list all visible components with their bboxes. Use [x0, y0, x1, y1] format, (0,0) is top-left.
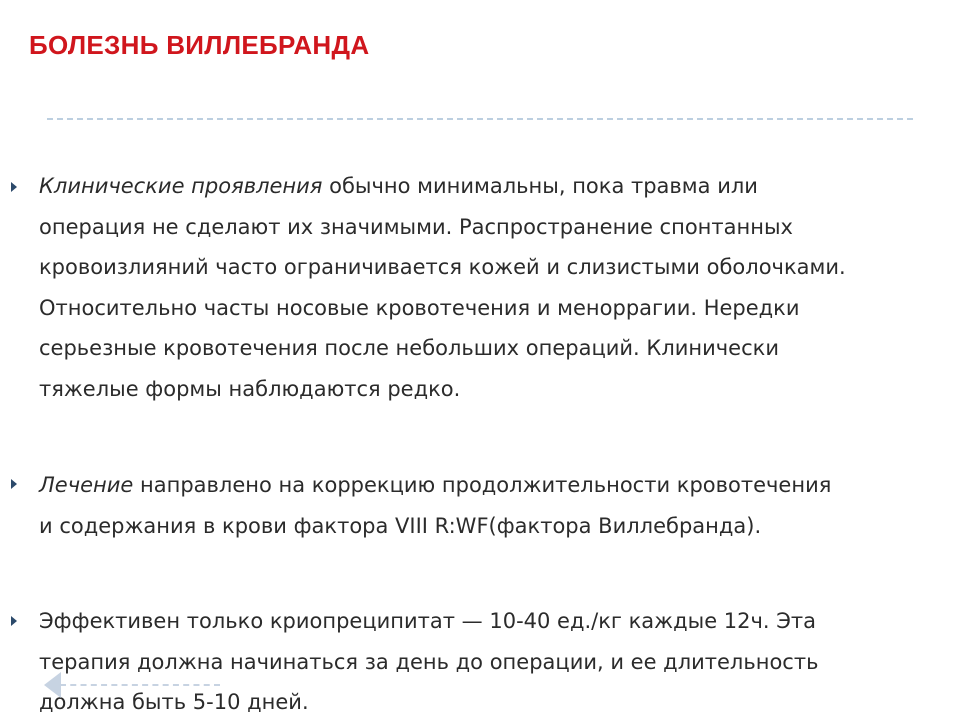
bullet-cryoprecipitate	[39, 601, 955, 723]
bullet-arrow-icon	[11, 479, 17, 489]
bullet-lead: Лечение	[39, 473, 134, 497]
bullet-lead: Клинические проявления	[39, 174, 323, 198]
text-line: терапия должна начинаться за день до операции, и ее длительность	[39, 649, 819, 674]
text-line: Относительно часты носовые кровотечения и меноррагии. Нередки	[39, 295, 800, 320]
text-line: обычно минимальны, пока травма или	[322, 174, 758, 198]
bullet-clinical	[39, 166, 955, 410]
text-line: Эффективен только криопреципитат — 10-40 ед./кг каждые 12ч. Эта	[39, 609, 817, 633]
decorative-arrow-icon	[44, 672, 61, 698]
text-line: операция не сделают их значимыми. Распространение спонтанных	[39, 214, 793, 239]
title-divider	[47, 118, 913, 120]
decorative-dashed-line	[60, 684, 220, 686]
bullet-treatment	[39, 465, 955, 546]
text-line: тяжелые формы наблюдаются редко.	[39, 376, 461, 401]
text-line: кровоизлияний часто ограничивается кожей и слизистыми оболочками.	[39, 255, 846, 280]
bullet-arrow-icon	[11, 616, 17, 626]
text-line: серьезные кровотечения после небольших операций. Клинически	[39, 336, 779, 361]
slide-title: БОЛЕЗНЬ ВИЛЛЕБРАНДА	[29, 30, 370, 60]
text-line: должна быть 5-10 дней.	[39, 690, 309, 715]
bullet-arrow-icon	[11, 182, 17, 192]
text-line: направлено на коррекцию продолжительности кровотечения	[133, 473, 832, 497]
text-line: и содержания в крови фактора VIII R:WF(фактора Виллебранда).	[39, 513, 762, 538]
